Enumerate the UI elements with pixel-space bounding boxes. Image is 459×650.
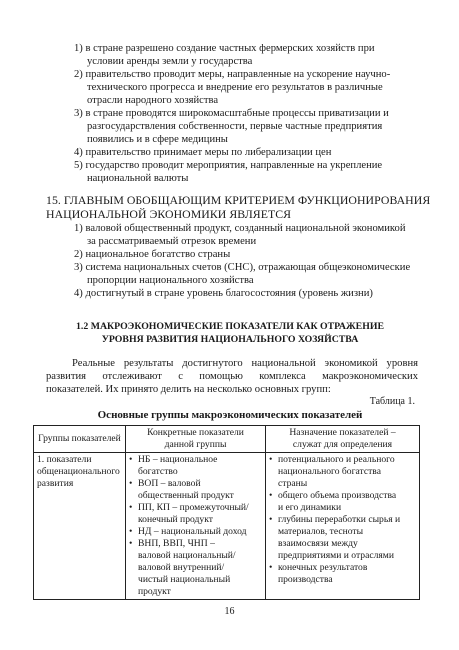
page-number: 16	[224, 606, 235, 617]
header-cell	[34, 426, 126, 453]
cell-text: национального богатства	[278, 466, 381, 477]
header-label: служат для определения	[292, 439, 393, 450]
list-item: условии аренды земли у государства	[87, 56, 253, 67]
cell-text: общественный продукт	[138, 490, 234, 501]
list-item: национальной валюты	[87, 173, 189, 184]
table-cell	[126, 453, 266, 600]
list-item	[269, 490, 416, 514]
list-item: 4) правительство принимает меры по либерализации цен	[74, 147, 332, 158]
answer-option: за рассматриваемый отрезок времени	[87, 236, 257, 247]
header-cell	[266, 426, 420, 453]
list-item	[269, 562, 416, 586]
list-item	[269, 514, 416, 562]
header-label: Конкретные показатели	[147, 427, 244, 438]
answer-option: 1) валовой общественный продукт, созданный национальной экономикой	[74, 223, 406, 234]
paragraph-line: развития отслеживают с помощью комплекса макроэкономических	[46, 371, 418, 382]
table-title: Основные группы макроэкономических показателей	[97, 409, 363, 421]
list-item	[129, 502, 262, 526]
list-item: 5) государство проводит мероприятия, направленные на укрепление	[74, 160, 383, 171]
cell-text: страны	[278, 478, 308, 489]
cell-text: • потенциального и реального	[278, 454, 395, 465]
question-title: НАЦИОНАЛЬНОЙ ЭКОНОМИКИ ЯВЛЯЕТСЯ	[46, 207, 292, 221]
paragraph-line: показателей. Их принято делить на несколько основных групп:	[46, 384, 331, 395]
section-title: УРОВНЯ РАЗВИТИЯ НАЦИОНАЛЬНОГО ХОЗЯЙСТВА	[101, 334, 359, 345]
cell-text: • ВНП, ВВП, ЧНП –	[138, 538, 215, 549]
answer-option: 3) система национальных счетов (СНС), отражающая общеэкономические	[74, 262, 411, 273]
answer-option: 2) национальное богатство страны	[74, 249, 231, 260]
header-cell	[126, 426, 266, 453]
question-title: 15. ГЛАВНЫМ ОБОБЩАЮЩИМ КРИТЕРИЕМ ФУНКЦИОНИРОВАНИЯ	[46, 193, 431, 207]
cell-text: валовой национальный/	[138, 550, 236, 561]
list-item	[129, 526, 262, 538]
cell-text: производства	[278, 574, 333, 585]
indicators-table	[33, 425, 420, 600]
list-item: разгосударствления собственности, первые частные предприятия	[87, 121, 383, 132]
list-item: 3) в стране проводятся широкомасштабные процессы приватизации и	[74, 108, 389, 119]
cell-text: • глубины переработки сырья и	[278, 514, 401, 525]
list-item: отрасли народного хозяйства	[87, 95, 219, 106]
cell-text: чистый национальный	[138, 574, 231, 585]
list-item	[129, 454, 262, 478]
answer-option: пропорции национального хозяйства	[87, 275, 254, 286]
cell-text: предприятиями и отраслями	[278, 550, 394, 561]
section-title: 1.2 МАКРОЭКОНОМИЧЕСКИЕ ПОКАЗАТЕЛИ КАК ОТРАЖЕНИЕ	[76, 321, 384, 332]
header-label: Назначение показателей –	[289, 427, 396, 438]
list-item: 2) правительство проводит меры, направленные на ускорение научно-	[74, 69, 391, 80]
list-item: появились и в сфере медицины	[87, 134, 228, 145]
table-header-row	[34, 426, 420, 453]
cell-text: общенационального	[37, 466, 120, 477]
list-item: технического прогресса и внедрение его результатов в различные	[87, 82, 383, 93]
list-item	[129, 478, 262, 502]
cell-text: • общего объема производства	[278, 490, 397, 501]
cell-text: • ВОП – валовой	[138, 478, 201, 489]
cell-text: • ПП, КП – промежуточный/	[138, 502, 249, 513]
cell-text: богатство	[138, 466, 178, 477]
cell-text: • НБ – национальное	[138, 454, 218, 465]
table-caption: Таблица 1.	[369, 396, 415, 407]
list-item: 1) в стране разрешено создание частных фермерских хозяйств при	[74, 43, 375, 54]
cell-text: • конечных результатов	[278, 562, 368, 573]
indicator-list	[129, 454, 262, 598]
cell-text: материалов, тесноты	[278, 526, 364, 537]
table-cell	[34, 453, 126, 600]
cell-text: взаимосвязи между	[278, 538, 358, 549]
table-cell	[266, 453, 420, 600]
cell-text: и его динамики	[278, 502, 342, 513]
list-item	[129, 538, 262, 598]
cell-text: валовой внутренний/	[138, 562, 225, 573]
header-label: Группы показателей	[38, 433, 121, 444]
cell-text: продукт	[138, 586, 171, 597]
purpose-list	[269, 454, 416, 586]
cell-text: развития	[37, 478, 74, 489]
list-item	[269, 454, 416, 490]
table-row	[34, 453, 420, 600]
paragraph-line: Реальные результаты достигнутого национальной экономикой уровня	[72, 358, 418, 369]
answer-option: 4) достигнутый в стране уровень благосостояния (уровень жизни)	[74, 288, 373, 299]
cell-text: • НД – национальный доход	[138, 526, 247, 537]
cell-text: конечный продукт	[138, 514, 213, 525]
header-label: данной группы	[164, 439, 227, 450]
cell-text: 1. показатели	[37, 454, 92, 465]
